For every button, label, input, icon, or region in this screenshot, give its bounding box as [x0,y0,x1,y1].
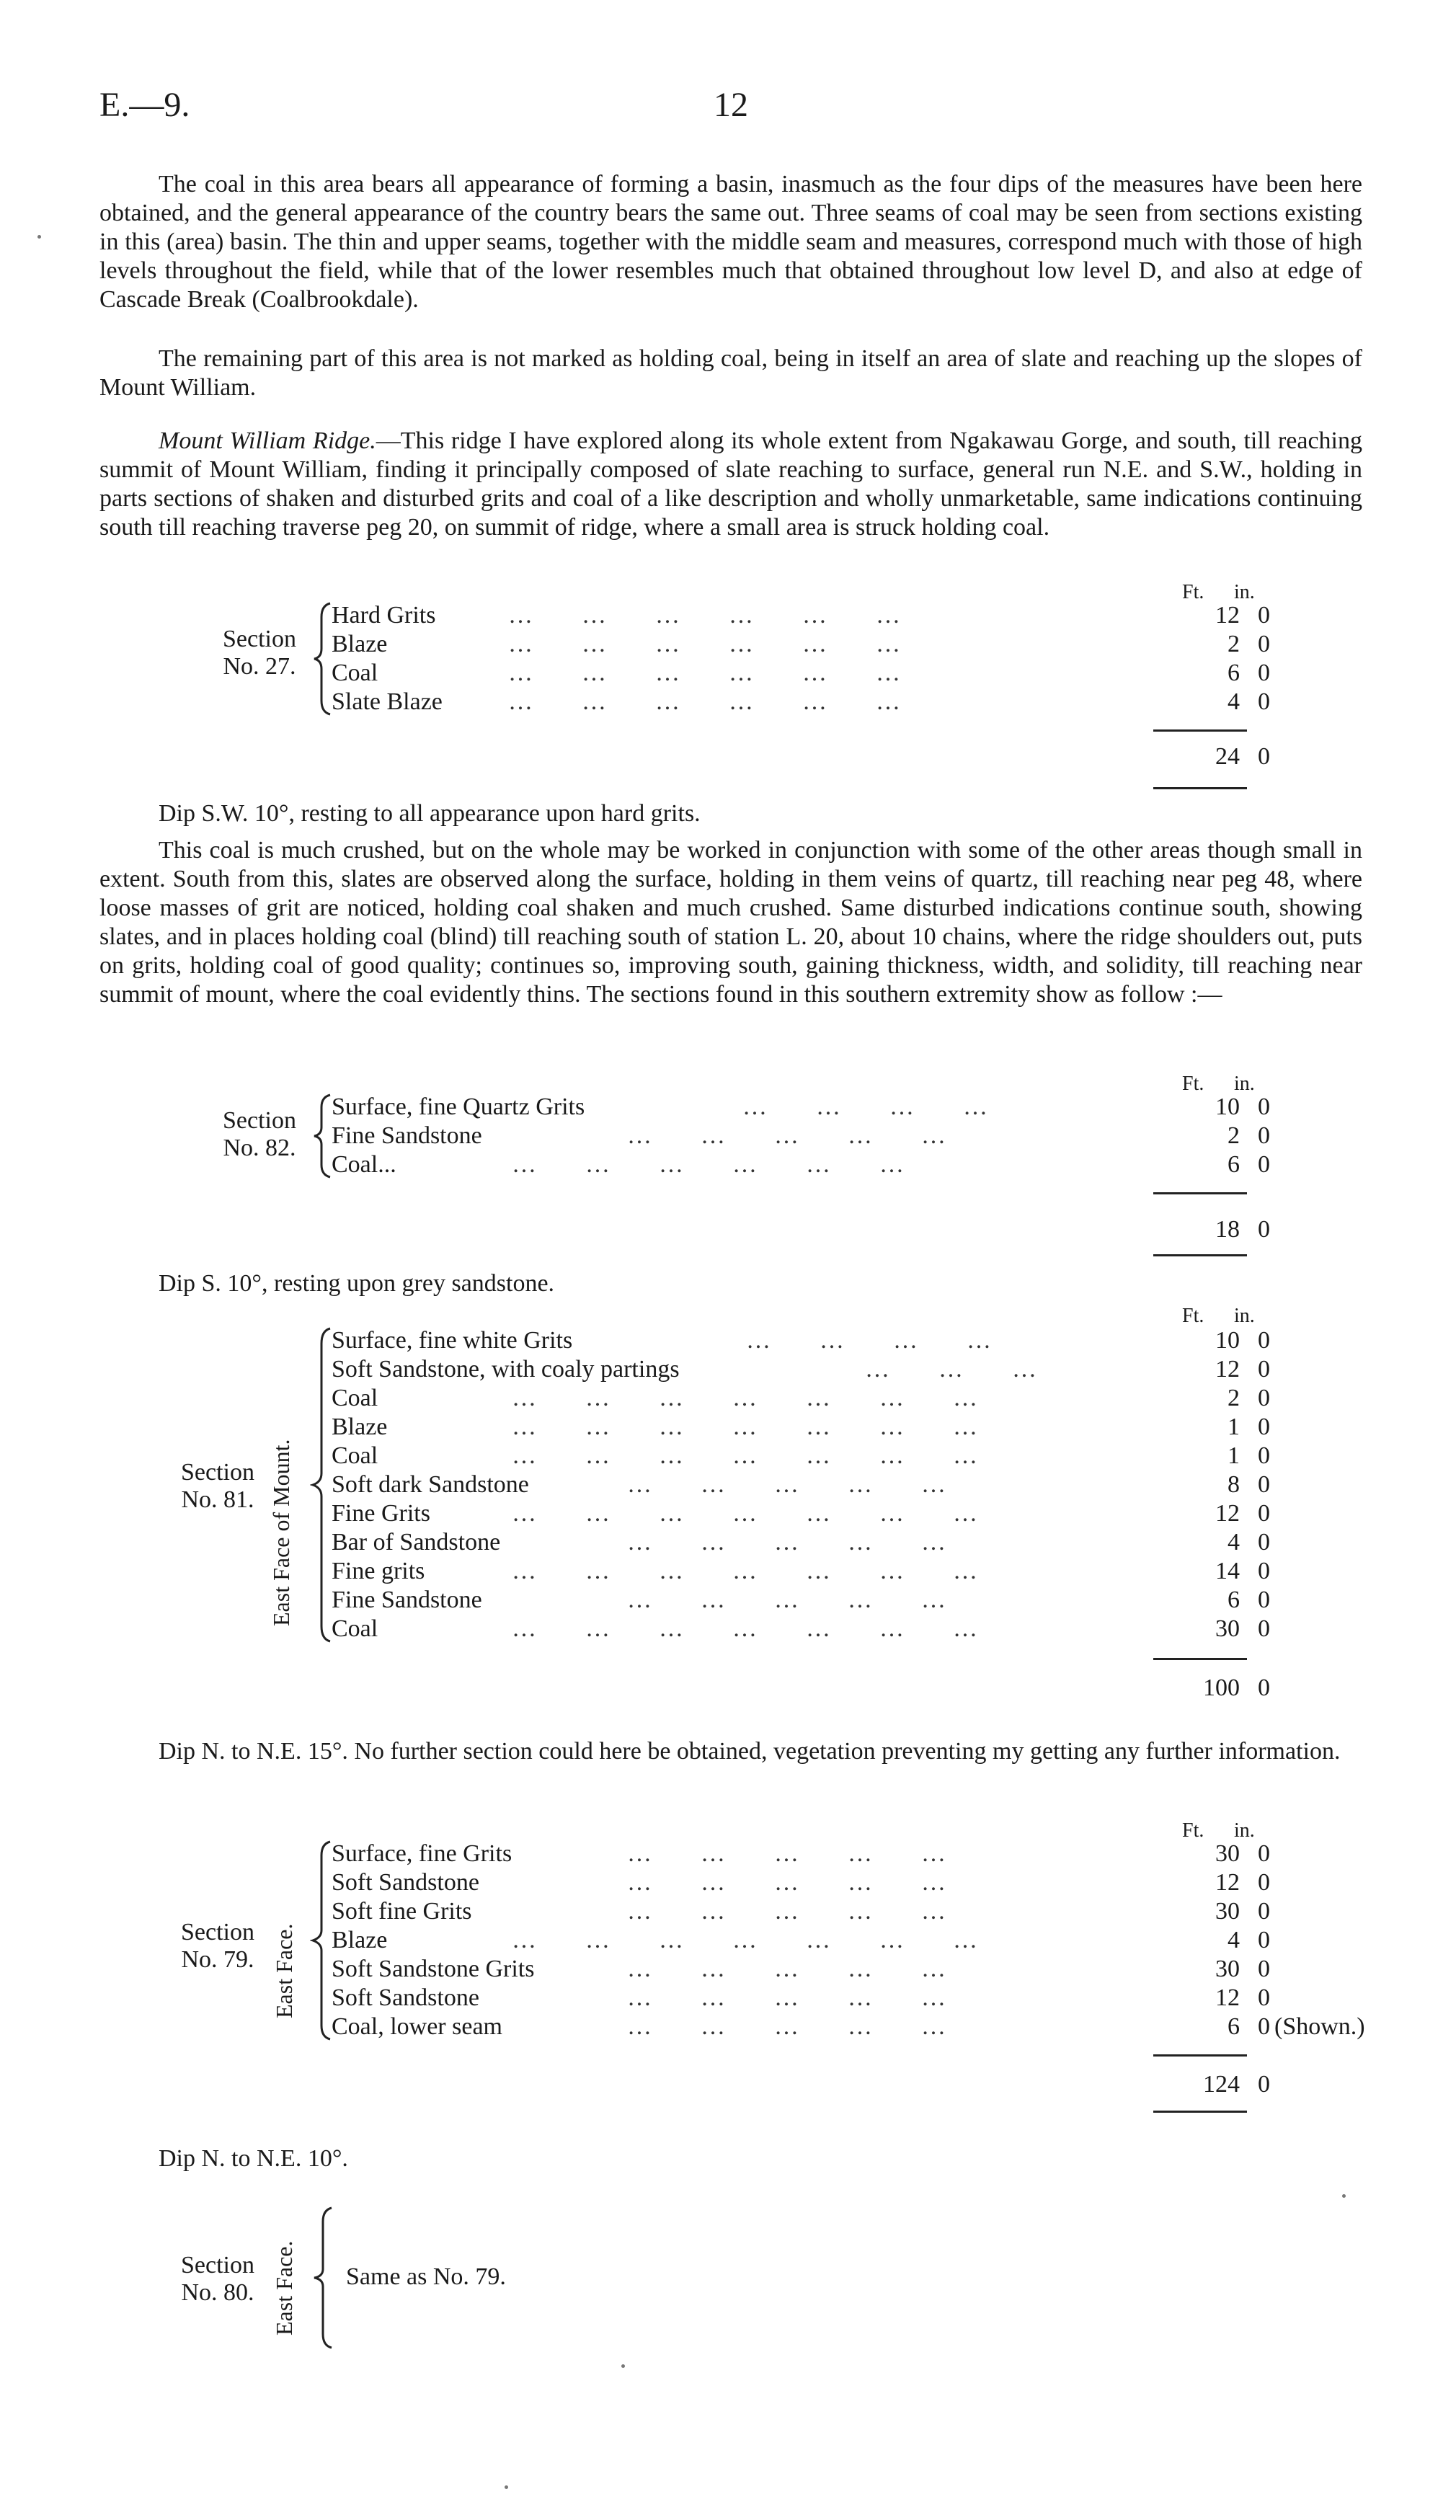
paragraph-text: Dip N. to N.E. 15°. No further section could here be obtained, vegetation preventing my getting any further information. [159,1738,1341,1765]
column-head-feet: Ft. [1182,581,1204,603]
table-row: Fine Grits … … … … … … … 12 0 [332,1500,1270,1527]
layer-name: Slate Blaze [332,688,443,715]
feet-value: 8 [1228,1471,1240,1498]
section-79-brace [310,1840,333,2041]
table-row: Surface, fine Grits … … … … … 30 0 [332,1840,1270,1867]
layer-note: (Shown.) [1274,2013,1365,2040]
inches-value: 0 [1258,1327,1270,1354]
layer-name: Blaze [332,1927,388,1953]
table-row: Soft Sandstone … … … … … 12 0 [332,1869,1270,1896]
paragraph-text: This coal is much crushed, but on the whole may be worked in conjunction with some of the other areas though small in extent. South from this, slates are observed along the surface, holding in them veins of quartz, till reaching near peg 48, where loose masses of grit are noticed, holding coal shaken and much crushed. Same disturbed indications continue south, showing slates, and in places holding coal (blind) till reaching south of station L. 20, about 10 chains, where the ridge shoulders out, puts on grits, holding coal of good quality; continues so, improving south, gaining thickness, width, and solidity, till reaching near summit of mount, where the coal evidently thins. The sections found in this southern extremity show as follow :— [99,837,1362,1008]
inches-value: 0 [1258,1093,1270,1120]
paragraph-text: The remaining part of this area is not marked as holding coal, being in itself an area of slate and reaching up the slopes of Mount William. [99,345,1362,401]
feet-value: 30 [1215,1898,1240,1925]
total-rule [1153,1254,1247,1256]
layer-name: Soft Sandstone [332,1984,479,2011]
section-79-label: Section No. 79. [181,1919,254,1973]
inches-value: 0 [1258,1674,1270,1701]
section-27-dip: Dip S.W. 10°, resting to all appearance upon hard grits. [159,800,701,827]
inches-value: 0 [1258,1615,1270,1642]
layer-name: Fine grits [332,1558,425,1584]
feet-value: 4 [1228,1927,1240,1953]
table-row: Soft fine Grits … … … … … 30 0 [332,1898,1270,1925]
table-row: Blaze … … … … … … … 4 0 [332,1927,1270,1953]
feet-value: 12 [1215,1869,1240,1896]
scan-speck [621,2364,625,2368]
column-head-inches: in. [1234,1073,1255,1095]
layer-name: Coal [332,1385,378,1411]
feet-value: 2 [1228,1385,1240,1411]
table-row: Coal... … … … … … … 6 0 [332,1151,1270,1178]
paragraph-dip-section-81 [99,1737,1362,1766]
inches-value: 0 [1258,660,1270,686]
feet-value: 6 [1228,1587,1240,1613]
section-82-brace [311,1093,333,1179]
inches-value: 0 [1258,1956,1270,1982]
feet-value: 12 [1215,1500,1240,1527]
layer-name: Surface, fine Grits [332,1840,512,1867]
section-80-label: Section No. 80. [181,2252,254,2306]
layer-name: Fine Grits [332,1500,430,1527]
feet-value: 2 [1228,631,1240,657]
total-rule [1153,729,1247,732]
feet-value: 4 [1228,1529,1240,1556]
scan-speck [505,2485,508,2489]
scan-speck [1342,2194,1346,2198]
layer-name: Blaze [332,1414,388,1440]
inches-value: 0 [1258,688,1270,715]
paragraph-mount-william-ridge [99,427,1362,542]
inches-value: 0 [1258,1414,1270,1440]
table-row: Coal … … … … … … 6 0 [332,660,1270,686]
layer-name: Blaze [332,631,388,657]
column-head-inches: in. [1234,581,1255,603]
section-82-dip: Dip S. 10°, resting upon grey sandstone. [159,1270,555,1297]
table-row: Coal, lower seam … … … … … 6 0 (Shown.) [332,2013,1365,2040]
feet-value: 30 [1215,1840,1240,1867]
feet-value: 24 [1215,743,1240,770]
total-rule [1153,1658,1247,1660]
feet-value: 30 [1215,1956,1240,1982]
inches-value: 0 [1258,1500,1270,1527]
inches-value: 0 [1258,631,1270,657]
table-row: Coal … … … … … … … 1 0 [332,1442,1270,1469]
feet-value: 12 [1215,1356,1240,1383]
feet-value: 124 [1203,2071,1240,2098]
inches-value: 0 [1258,1471,1270,1498]
feet-value: 6 [1228,1151,1240,1178]
report-reference: E.—9. [99,86,190,124]
feet-value: 6 [1228,2013,1240,2040]
feet-value: 18 [1215,1216,1240,1243]
paragraph-text: The coal in this area bears all appearance of forming a basin, inasmuch as the four dips of the measures have been here obtained, and the general appearance of the country bears the same out. Three seams of coal may be seen from sections existing in this (area) basin. The thin and upper seams, together with the middle seam and measures, correspond much with those of high levels throughout the field, while that of the lower resembles much that obtained throughout low level D, and also at edge of Cascade Break (Coalbrookdale). [99,171,1362,313]
column-head-feet: Ft. [1182,1073,1204,1095]
table-row: Soft Sandstone, with coaly partings … … … 12 0 [332,1356,1270,1383]
feet-value: 1 [1228,1442,1240,1469]
table-row: Soft Sandstone … … … … … 12 0 [332,1984,1270,2011]
layer-name: Coal [332,1615,378,1642]
inches-value: 0 [1258,1356,1270,1383]
paragraph-crushed-coal [99,836,1362,1009]
inches-value: 0 [1258,1529,1270,1556]
inches-value: 0 [1258,1385,1270,1411]
feet-value: 6 [1228,660,1240,686]
column-head-feet: Ft. [1182,1819,1204,1842]
paragraph-coal-basin [99,170,1362,314]
layer-name: Fine Sandstone [332,1587,482,1613]
inches-value: 0 [1258,1927,1270,1953]
page-number: 12 [714,86,748,124]
table-row: Surface, fine white Grits … … … … 10 0 [332,1327,1270,1354]
inches-value: 0 [1258,1840,1270,1867]
feet-value: 2 [1228,1122,1240,1149]
feet-value: 12 [1215,1984,1240,2011]
feet-value: 1 [1228,1414,1240,1440]
inches-value: 0 [1258,1151,1270,1178]
section-80-side-label: East Face. [271,2240,297,2335]
inches-value: 0 [1258,1442,1270,1469]
layer-name: Hard Grits [332,602,436,629]
inches-value: 0 [1258,2071,1270,2098]
section-80-text: Same as No. 79. [346,2263,506,2290]
inches-value: 0 [1258,1587,1270,1613]
column-head-feet: Ft. [1182,1305,1204,1327]
total-rule [1153,2111,1247,2113]
table-row: Blaze … … … … … … 2 0 [332,631,1270,657]
layer-name: Soft Sandstone Grits [332,1956,535,1982]
inches-value: 0 [1258,2013,1270,2040]
layer-name: Soft Sandstone, with coaly partings [332,1356,680,1383]
section-79-dip: Dip N. to N.E. 10°. [159,2145,348,2172]
paragraph-remaining-area [99,345,1362,402]
total-rule [1153,2054,1247,2057]
inches-value: 0 [1258,743,1270,770]
layer-name: Surface, fine Quartz Grits [332,1093,585,1120]
column-head-inches: in. [1234,1819,1255,1842]
inches-value: 0 [1258,1898,1270,1925]
section-80-brace [311,2206,334,2350]
layer-name: Surface, fine white Grits [332,1327,573,1354]
layer-name: Coal... [332,1151,396,1178]
section-81-brace [310,1326,333,1643]
table-row: Coal … … … … … … … 30 0 [332,1615,1270,1642]
total-rule [1153,1192,1247,1194]
layer-name: Coal [332,1442,378,1469]
layer-name: Fine Sandstone [332,1122,482,1149]
inches-value: 0 [1258,1869,1270,1896]
table-row: Fine Sandstone … … … … … 2 0 [332,1122,1270,1149]
inches-value: 0 [1258,1984,1270,2011]
feet-value: 10 [1215,1327,1240,1354]
feet-value: 100 [1203,1674,1240,1701]
section-81-label: Section No. 81. [181,1459,254,1513]
table-row: Fine Sandstone … … … … … 6 0 [332,1587,1270,1613]
table-row: Surface, fine Quartz Grits … … … … 10 0 [332,1093,1270,1120]
table-row: Soft Sandstone Grits … … … … … 30 0 [332,1956,1270,1982]
table-row: Coal … … … … … … … 2 0 [332,1385,1270,1411]
scan-speck [37,235,41,239]
table-row: Fine grits … … … … … … … 14 0 [332,1558,1270,1584]
inches-value: 0 [1258,602,1270,629]
layer-name: Coal [332,660,378,686]
layer-name: Coal, lower seam [332,2013,502,2040]
table-row: Slate Blaze … … … … … … 4 0 [332,688,1270,715]
section-81-side-label: East Face of Mount. [268,1439,294,1626]
section-82-label: Section No. 82. [223,1107,296,1161]
paragraph-heading: Mount William Ridge. [159,427,376,454]
section-27-label: Section No. 27. [223,626,296,680]
section-27-brace [311,601,333,716]
inches-value: 0 [1258,1216,1270,1243]
paragraph-text: —This ridge I have explored along its whole extent from Ngakawau Gorge, and south, till reaching summit of Mount William, finding it principally composed of slate reaching to surface, general run N.E. and S.W., holding in parts sections of shaken and disturbed grits and coal of a like description and wholly unmarketable, same indications continuing south till reaching traverse peg 20, on summit of ridge, where a small area is struck holding coal. [99,427,1362,541]
table-row: Hard Grits … … … … … … 12 0 [332,602,1270,629]
layer-name: Soft fine Grits [332,1898,472,1925]
table-row: Blaze … … … … … … … 1 0 [332,1414,1270,1440]
feet-value: 14 [1215,1558,1240,1584]
table-row: Soft dark Sandstone … … … … … 8 0 [332,1471,1270,1498]
feet-value: 30 [1215,1615,1240,1642]
feet-value: 4 [1228,688,1240,715]
column-head-inches: in. [1234,1305,1255,1327]
feet-value: 12 [1215,602,1240,629]
layer-name: Soft Sandstone [332,1869,479,1896]
layer-name: Bar of Sandstone [332,1529,501,1556]
inches-value: 0 [1258,1558,1270,1584]
total-rule [1153,787,1247,789]
table-row: Bar of Sandstone … … … … … 4 0 [332,1529,1270,1556]
layer-name: Soft dark Sandstone [332,1471,529,1498]
feet-value: 10 [1215,1093,1240,1120]
inches-value: 0 [1258,1122,1270,1149]
section-79-side-label: East Face. [271,1923,297,2018]
